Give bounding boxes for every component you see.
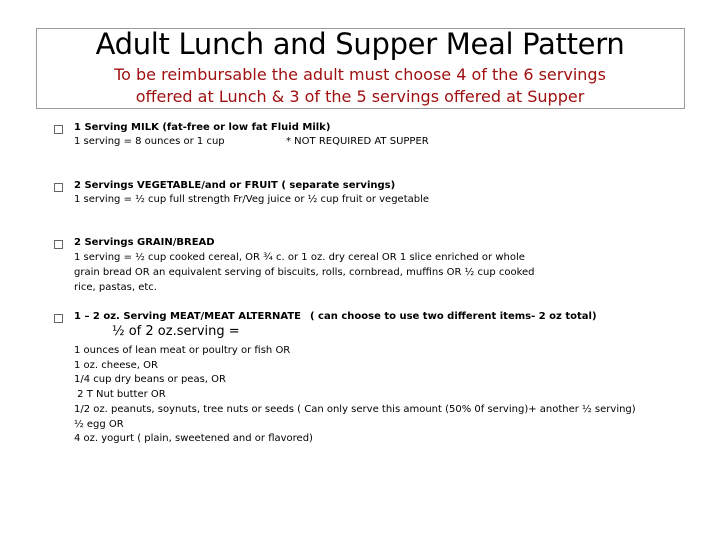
subtitle-line-1: To be reimbursable the adult must choose 4 of the 6 servings [114, 65, 606, 84]
milk-line: 1 serving = 8 ounces or 1 cup [74, 136, 225, 147]
veg-fruit-heading: 2 Servings VEGETABLE/and or FRUIT ( separate servings) [74, 180, 396, 191]
milk-heading: 1 Serving MILK (fat-free or low fat Fluid Milk) [74, 122, 331, 133]
bullet-icon [54, 183, 63, 192]
meat-line-7: 4 oz. yogurt ( plain, sweetened and or flavored) [74, 433, 313, 444]
grain-line-2: grain bread OR an equivalent serving of biscuits, rolls, cornbread, muffins OR ½ cup cooked [74, 267, 535, 278]
meat-half-serving: ½ of 2 oz.serving = [112, 324, 240, 339]
meat-heading: 1 – 2 oz. Serving MEAT/MEAT ALTERNATE [74, 311, 302, 322]
bullet-icon [54, 240, 63, 249]
meat-line-4: 2 T Nut butter OR [74, 389, 166, 400]
meat-line-5: 1/2 oz. peanuts, soynuts, tree nuts or seeds ( Can only serve this amount (50% 0f serving)+ another ½ serving) [74, 404, 636, 415]
milk-note: * NOT REQUIRED AT SUPPER [286, 136, 429, 147]
page-title: Adult Lunch and Supper Meal Pattern [95, 27, 625, 61]
grain-heading: 2 Servings GRAIN/BREAD [74, 237, 215, 248]
bullet-icon [54, 314, 63, 323]
bullet-icon [54, 125, 63, 134]
meat-line-6: ½ egg OR [74, 419, 124, 430]
subtitle-line-2: offered at Lunch & 3 of the 5 servings offered at Supper [135, 87, 585, 106]
grain-line-1: 1 serving = ½ cup cooked cereal, OR ¾ c. or 1 oz. dry cereal OR 1 slice enriched or whole [74, 252, 525, 263]
meat-heading-note: ( can choose to use two different items- 2 oz total) [310, 311, 597, 322]
meat-line-3: 1/4 cup dry beans or peas, OR [74, 374, 226, 385]
meat-line-1: 1 ounces of lean meat or poultry or fish OR [74, 345, 291, 356]
grain-line-3: rice, pastas, etc. [74, 282, 157, 293]
veg-fruit-line: 1 serving = ½ cup full strength Fr/Veg juice or ½ cup fruit or vegetable [74, 194, 430, 205]
meat-line-2: 1 oz. cheese, OR [74, 360, 158, 371]
